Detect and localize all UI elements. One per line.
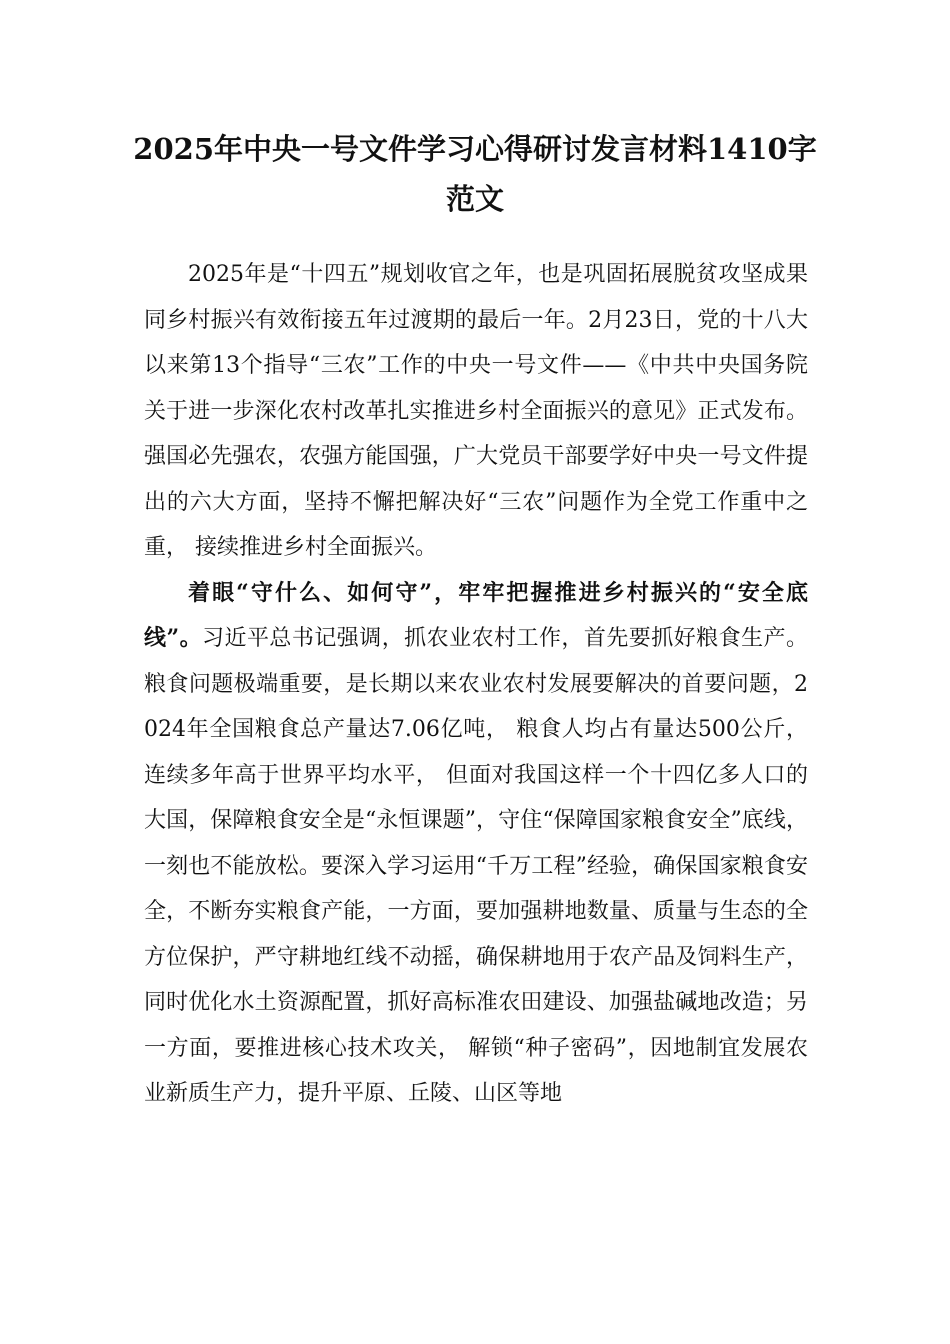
paragraph-lead-heading: 着眼“守什么、如何守”，牢牢把握推进乡村振兴的“安全底线”。	[144, 579, 808, 651]
paragraph-food-security	[144, 571, 808, 1117]
paragraph-intro	[144, 252, 808, 571]
document-title: 2025年中央一号文件学习心得研讨发言材料1410字范文	[133, 132, 817, 216]
paragraph-text: 2025年是“十四五”规划收官之年，也是巩固拓展脱贫攻坚成果同乡村振兴有效衔接五年过渡期的最后一年。2月23日，党的十八大以来第13个指导“三农”工作的中央一号文件——《中共中央国务院关于进一步深化农村改革扎实推进乡村全面振兴的意见》正式发布。强国必先强农，农强方能国强，广大党员干部要学好中央一号文件提出的六大方面，坚持不懈把解决好“三农”问题作为全党工作重中之重， 接续推进乡村全面振兴。	[144, 262, 808, 560]
paragraph-text: 习近平总书记强调，抓农业农村工作，首先要抓好粮食生产。粮食问题极端重要，是长期以来农业农村发展要解决的首要问题，2024年全国粮食总产量达7.06亿吨， 粮食人均占有量达500公斤，连续多年高于世界平均水平， 但面对我国这样一个十四亿多人口的大国，保障粮食安全是“永恒课题”，守住“保障国家粮食安全”底线，一刻也不能放松。要深入学习运用“千万工程”经验，确保国家粮食安全，不断夯实粮食产能，一方面，要加强耕地数量、质量与生态的全方位保护，严守耕地红线不动摇，确保耕地用于农产品及饲料生产，同时优化水土资源配置，抓好高标准农田建设、加强盐碱地改造；另一方面，要推进核心技术攻关， 解锁“种子密码”，因地制宜发展农业新质生产力，提升平原、丘陵、山区等地	[144, 626, 808, 1106]
document-body	[144, 252, 808, 1117]
